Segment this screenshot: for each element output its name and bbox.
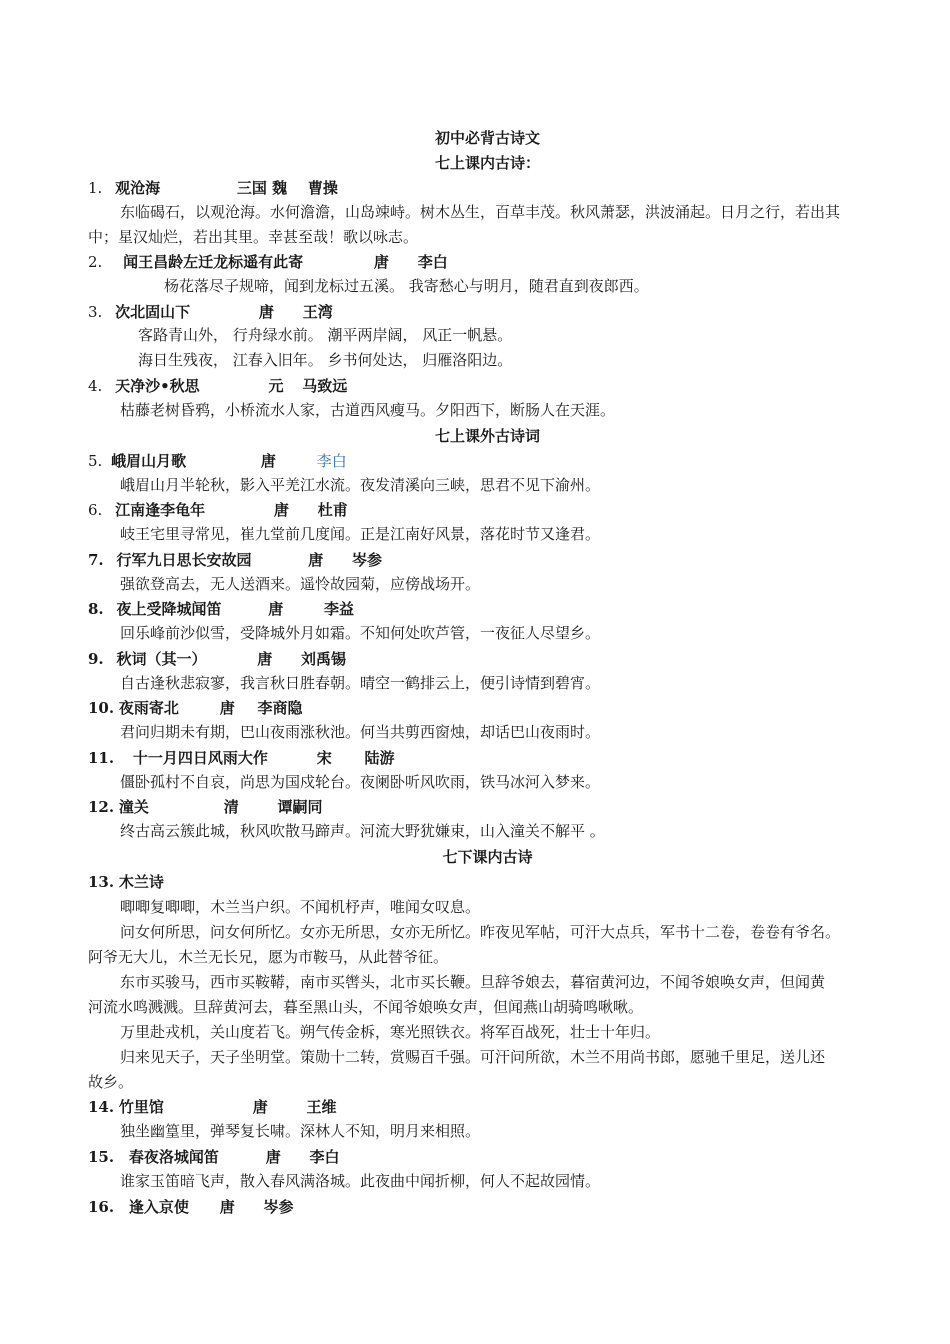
poem-heading-1: [88, 178, 870, 198]
poem-text-line: 枯藤老树昏鸦，小桥流水人家，古道西风瘦马。夕阳西下，断肠人在天涯。: [120, 401, 616, 419]
poem-dynasty: 唐: [308, 551, 324, 569]
poem-text-line: 中；星汉灿烂，若出其里。幸甚至哉！歌以咏志。: [88, 228, 419, 246]
poem-number: 3.: [88, 303, 103, 321]
poem-number: 11.: [88, 749, 115, 767]
poem-number: 16.: [88, 1198, 115, 1216]
poem-dynasty: 清: [223, 798, 239, 816]
poem-number: 8.: [88, 600, 104, 618]
poem-number: 6.: [88, 501, 103, 519]
poem-number: 15.: [88, 1148, 115, 1166]
poem-number: 7.: [88, 551, 104, 569]
poem-heading-11: [88, 748, 870, 768]
poem-author: 王湾: [302, 303, 333, 321]
poem-number: 12.: [88, 798, 115, 816]
poem-author: 李商隐: [257, 699, 303, 717]
poem-author: 李白: [316, 452, 347, 470]
poem-text-line: 强欲登高去，无人送酒来。遥怜故园菊，应傍战场开。: [120, 575, 481, 593]
poem-heading-13: [88, 872, 870, 892]
poem-text-line: 自古逢秋悲寂寥，我言秋日胜春朝。晴空一鹤排云上，便引诗情到碧宵。: [120, 674, 601, 692]
poem-title: 观沧海: [115, 179, 161, 197]
poem-text-line: 峨眉山月半轮秋，影入平羌江水流。夜发清溪向三峡，思君不见下渝州。: [120, 476, 601, 494]
poem-heading-9: [88, 649, 870, 669]
poem-title: 逢入京使: [128, 1198, 189, 1216]
poem-author: 李白: [417, 253, 448, 271]
poem-title: 秋词（其一）: [116, 650, 207, 668]
poem-dynasty: 唐: [257, 650, 273, 668]
poem-heading-15: [88, 1147, 870, 1167]
document-title: 初中必背古诗文: [434, 129, 540, 147]
poem-number: 2.: [88, 253, 103, 271]
poem-title: 夜雨寄北: [118, 699, 179, 717]
poem-heading-6: [88, 500, 870, 520]
poem-title: 竹里馆: [118, 1098, 164, 1116]
poem-number: 9.: [88, 650, 104, 668]
poem-title: 春夜洛城闻笛: [128, 1148, 219, 1166]
poem-text-line: 回乐峰前沙似雪，受降城外月如霜。不知何处吹芦管，一夜征人尽望乡。: [120, 624, 601, 642]
poem-author: 陆游: [364, 749, 395, 767]
poem-author: 马致远: [302, 377, 348, 395]
poem-dynasty: 唐: [268, 600, 284, 618]
poem-heading-16: [88, 1197, 870, 1217]
poem-text-line: 独坐幽篁里，弹琴复长啸。深林人不知，明月来相照。: [120, 1122, 481, 1140]
poem-title: 夜上受降城闻笛: [116, 600, 222, 618]
poem-heading-4: [88, 376, 870, 396]
poem-author: 杜甫: [317, 501, 348, 519]
poem-title: 潼关: [118, 798, 149, 816]
poem-text-line: 东临碣石，以观沧海。水何澹澹，山岛竦峙。树木丛生，百草丰茂。秋风萧瑟，洪波涌起。日月之行，若出其: [120, 203, 841, 221]
poem-author: 曹操: [307, 179, 338, 197]
poem-author: 刘禹锡: [301, 650, 347, 668]
poem-number: 1.: [88, 179, 103, 197]
poem-text-line: 河流水鸣溅溅。旦辞黄河去，暮至黑山头，不闻爷娘唤女声，但闻燕山胡骑鸣啾啾。: [88, 998, 644, 1016]
poem-dynasty: 唐: [273, 501, 289, 519]
poem-author: 王维: [306, 1098, 337, 1116]
poem-text-line: 杨花落尽子规啼，闻到龙标过五溪。 我寄愁心与明月，随君直到夜郎西。: [164, 277, 649, 295]
poem-dynasty: 唐: [265, 1148, 281, 1166]
poem-text-line: 万里赴戎机，关山度若飞。朔气传金柝，寒光照铁衣。将军百战死，壮士十年归。: [120, 1023, 661, 1041]
poem-heading-12: [88, 797, 870, 817]
section-heading-3: 七下课内古诗: [442, 848, 533, 866]
poem-dynasty: 唐: [219, 699, 235, 717]
poem-text-line: 归来见天子，天子坐明堂。策勋十二转，赏赐百千强。可汗问所欲，木兰不用尚书郎，愿驰千里足，送儿还: [120, 1048, 826, 1066]
poem-title: 闻王昌龄左迁龙标遥有此寄: [123, 253, 304, 271]
poem-author: 岑参: [352, 551, 383, 569]
poem-text-line: 东市买骏马，西市买鞍鞯，南市买辔头，北市买长鞭。旦辞爷娘去，暮宿黄河边，不闻爷娘唤女声，但闻黄: [120, 973, 826, 991]
poem-text-line: 谁家玉笛暗飞声，散入春风满洛城。此夜曲中闻折柳，何人不起故园情。: [120, 1172, 601, 1190]
poem-text-line: 唧唧复唧唧，木兰当户织。不闻机杼声，唯闻女叹息。: [120, 898, 481, 916]
poem-number: 10.: [88, 699, 115, 717]
poem-number: 5.: [88, 452, 103, 470]
poem-number: 13.: [88, 873, 115, 891]
poem-text-line: 僵卧孤村不自哀，尚思为国戍轮台。夜阑卧听风吹雨，铁马冰河入梦来。: [120, 773, 601, 791]
poem-title: 木兰诗: [118, 873, 164, 891]
poem-text-line: 岐王宅里寻常见，崔九堂前几度闻。正是江南好风景，落花时节又逢君。: [120, 525, 601, 543]
poem-title: 天净沙•秋思: [115, 377, 200, 395]
poem-dynasty: 唐: [252, 1098, 268, 1116]
poem-dynasty: 唐: [373, 253, 389, 271]
poem-text-line: 问女何所思，问女何所忆。女亦无所思，女亦无所忆。昨夜见军帖，可汗大点兵，军书十二卷，卷卷有爷名。: [120, 923, 841, 941]
poem-heading-7: [88, 550, 870, 570]
poem-text-line: 君问归期未有期，巴山夜雨涨秋池。何当共剪西窗烛，却话巴山夜雨时。: [120, 723, 601, 741]
poem-author: 李白: [309, 1148, 340, 1166]
poem-title: 行军九日思长安故园: [116, 551, 252, 569]
poem-title: 十一月四日风雨大作: [132, 749, 268, 767]
poem-title: 次北固山下: [115, 303, 191, 321]
poem-heading-5: [88, 451, 870, 471]
poem-heading-8: [88, 599, 870, 619]
poem-heading-2: [88, 252, 870, 272]
poem-dynasty: 唐: [258, 303, 274, 321]
poem-text-line: 海日生残夜， 江春入旧年。 乡书何处达， 归雁洛阳边。: [138, 351, 513, 369]
poem-heading-3: [88, 302, 870, 322]
poem-dynasty: 唐: [219, 1198, 235, 1216]
poem-heading-10: [88, 698, 870, 718]
poem-title: 峨眉山月歌: [111, 452, 187, 470]
poem-text-line: 故乡。: [88, 1073, 134, 1091]
poem-dynasty: 三国 魏: [236, 179, 288, 197]
poem-author: 岑参: [263, 1198, 294, 1216]
poem-author: 李益: [324, 600, 355, 618]
poem-dynasty: 宋: [316, 749, 332, 767]
section-heading-1: 七上课内古诗：: [434, 154, 540, 172]
poem-text-line: 阿爷无大儿，木兰无长兄，愿为市鞍马，从此替爷征。: [88, 948, 449, 966]
section-heading-2: 七上课外古诗词: [434, 427, 540, 445]
poem-dynasty: 元: [268, 377, 284, 395]
poem-text-line: 客路青山外， 行舟绿水前。 潮平两岸阔， 风正一帆悬。: [138, 326, 513, 344]
poem-text-line: 终古高云簇此城，秋风吹散马蹄声。河流大野犹嫌束，山入潼关不解平 。: [120, 822, 605, 840]
poem-number: 14.: [88, 1098, 115, 1116]
poem-author: 谭嗣同: [277, 798, 323, 816]
poem-number: 4.: [88, 377, 103, 395]
poem-title: 江南逢李龟年: [115, 501, 206, 519]
poem-heading-14: [88, 1097, 870, 1117]
poem-dynasty: 唐: [260, 452, 276, 470]
